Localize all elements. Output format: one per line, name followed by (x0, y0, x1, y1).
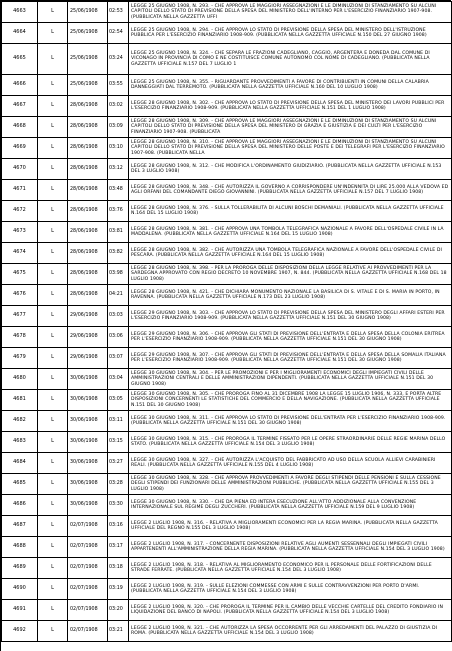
act-description: LEGGE 30 GIUGNO 1908, N. 304. - PER LE PROMOZIONI E PER I MIGLIORAMENTI ECONOMICI DEGLI IMPIEGATI CIVILI DELLE AMMINISTRAZIONI CENTRALI E DELLE AMMINISTRAZIONI DIPENDENTI. (PUBBLICATA NELLA GAZZETTA UFFICIALE N.151 DEL 30 GIUGNO 1908) (129, 369, 452, 390)
act-type: L (38, 327, 68, 348)
act-description: LEGGE 28 GIUGNO 1908, N. 312. - CHE MODIFICA L'ORDINAMENTO GIUDIZIARIO. (PUBBLICATA NELLA GAZZETTA UFFICIALE N.153 DEL 3 LUGLIO 1908) (129, 159, 452, 180)
table-row (2, 621, 452, 642)
act-type: L (38, 495, 68, 516)
record-number: 4671 (2, 180, 38, 201)
act-code: 03:98 (108, 264, 129, 285)
act-code: 03:03 (108, 306, 129, 327)
act-description: LEGGE 2 LUGLIO 1908, N. 317. - CONCERNENTE DISPOSIZIONI RELATIVE AGLI AUMENTI SESSENNALI DEGLI IMPIEGATI CIVILI APPARTENENTI ALL'AMMINISTRAZIONE DELLA REGIA MARINA. (PUBBLICATA NELLA GAZZETTA UFFICIALE N.154 DEL 3 LUGLIO 1908) (129, 537, 452, 558)
act-description: LEGGE 28 GIUGNO 1908, N. 381. - CHE APPROVA UNA TOMBOLA TELEGRAFICA NAZIONALE A FAVORE DELL'OSPEDALE CIVILE IN LA MADDALENA. (PUBBLICATA NELLA GAZZETTA UFFICIALE N.164 DEL 15 LUGLIO 1908) (129, 222, 452, 243)
record-number: 4673 (2, 222, 38, 243)
record-number: 4691 (2, 600, 38, 621)
record-number: 4681 (2, 390, 38, 411)
act-description: LEGGE 25 GIUGNO 1908, N. 324. - CHE SEPARA LE FRAZIONI CADEGLIANO, CAGGIO, ARGENTERA E DONEDA DAL COMUNE DI VICONAGO IN PROVINCIA DI COMO E NE COSTITUISCE COMUNE AUTONOMO COL NOME DI CADEGLIANO. (PUBBLICATA NELLA GAZZETTA UFFICIALE N.157 DEL 7 LUGLIO 1 (129, 44, 452, 75)
act-type: L (38, 44, 68, 75)
act-type: L (38, 558, 68, 579)
record-number: 4672 (2, 201, 38, 222)
record-number: 4682 (2, 411, 38, 432)
act-date: 30/06/1908 (68, 369, 108, 390)
act-date: 02/07/1908 (68, 621, 108, 642)
act-type: L (38, 579, 68, 600)
act-type: L (38, 75, 68, 96)
table-row (2, 474, 452, 495)
act-type: L (38, 516, 68, 537)
act-date: 29/06/1908 (68, 327, 108, 348)
act-date: 28/06/1908 (68, 222, 108, 243)
act-type: L (38, 306, 68, 327)
act-code: 02:53 (108, 2, 129, 23)
act-code: 03:15 (108, 432, 129, 453)
act-type: L (38, 285, 68, 306)
act-description: LEGGE 28 GIUGNO 1908, N. 310. - CHE APPROVA LE MAGGIORI ASSEGNAZIONI E LE DIMINUZIONI DI STANZIAMENTO SU ALCUNI CAPITOLI DELLO STATO DI PREVISIONE DELLA SPESA DEL MINISTERO DELLE POSTE E DEI TELEGRAFI PER L'ESERCIZIO FINANZIARIO 1907-908. (PUBBLICATA NELLA (129, 138, 452, 159)
act-code: 03:06 (108, 327, 129, 348)
act-description: LEGGE 28 GIUGNO 1908, N. 382. - CHE AUTORIZZA UNA TOMBOLA TELEGRAFICA NAZIONALE A FAVORE DELL'OSPEDALE CIVILE DI PESCARA. (PUBBLICATA NELLA GAZZETTA UFFICIALE N.164 DEL 15 LUGLIO 1908) (129, 243, 452, 264)
act-description: LEGGE 2 LUGLIO 1908, N. 320. - CHE PROROGA IL TERMINE PER IL CAMBIO DELLE VECCHIE CARTELLE DEL CREDITO FONDIARIO IN LIQUIDAZIONE DEL BANCO DI NAPOLI. (PUBBLICATA NELLA GAZZETTA UFFICIALE N.154 DEL 3 LUGLIO 1908) (129, 600, 452, 621)
act-type: L (38, 390, 68, 411)
register-body (2, 2, 452, 642)
act-code: 03:11 (108, 411, 129, 432)
act-description: LEGGE 29 GIUGNO 1908, N. 307. - CHE APPROVA GLI STATI DI PREVISIONE DELL'ENTRATA E DELLA SPESA DELLA SOMALIA ITALIANA PER L'ESERCIZIO FINANZIARIO 1908-909. (PUBBLICATA NELLA GAZZETTA UFFICIALE N.151 DEL 30 GIUGNO 1908) (129, 348, 452, 369)
act-code: 03:18 (108, 558, 129, 579)
act-date: 28/06/1908 (68, 180, 108, 201)
table-row (2, 600, 452, 621)
act-description: LEGGE 28 GIUGNO 1908, N. 398. - PER LA PROROGA DELLE DISPOSIZIONI DELLA LEGGE RELATIVE AI PROVVEDIMENTI PER LA SARDEGNA APPROVATO CON REGIO DECRETO 10 NOVEMBRE 1907, N. 844. (PUBBLICATA NELLA GAZZETTA UFFICIALE N.168 DEL 18 LUGLIO 1908) (129, 264, 452, 285)
act-type: L (38, 600, 68, 621)
act-type: L (38, 243, 68, 264)
act-date: 28/06/1908 (68, 264, 108, 285)
act-date: 30/06/1908 (68, 390, 108, 411)
act-type: L (38, 537, 68, 558)
table-row (2, 327, 452, 348)
act-code: 03:16 (108, 516, 129, 537)
act-code: 03:27 (108, 453, 129, 474)
act-type: L (38, 117, 68, 138)
act-code: 03:09 (108, 117, 129, 138)
record-number: 4684 (2, 453, 38, 474)
act-description: LEGGE 30 GIUGNO 1908, N. 305. - CHE PROROGA FINO AL 31 DICEMBRE 1908 LA LEGGE 15 LUGLIO 1906, N. 333, E PORTA ALTRE DISPOSIZIONI CONCERNENTI LE STATISTICHE DEL COMMERCIO E DELLA NAVIGAZIONE. (PUBBLICATA NELLA GAZZETTA UFFICIALE N.151 DEL 30 GIUGNO 1908) (129, 390, 452, 411)
act-code: 03:76 (108, 201, 129, 222)
act-code: 03:48 (108, 180, 129, 201)
act-code: 03:55 (108, 75, 129, 96)
act-date: 25/06/1908 (68, 23, 108, 44)
act-code: 03:19 (108, 579, 129, 600)
table-row (2, 306, 452, 327)
act-date: 25/06/1908 (68, 44, 108, 75)
act-code: 03:20 (108, 600, 129, 621)
record-number: 4669 (2, 138, 38, 159)
act-date: 28/06/1908 (68, 138, 108, 159)
act-date: 25/06/1908 (68, 2, 108, 23)
record-number: 4685 (2, 474, 38, 495)
act-code: 03:28 (108, 474, 129, 495)
act-description: LEGGE 30 GIUGNO 1908, N. 327. - CHE AUTORIZZA L'ACQUISTO DEL FABBRICATO AD USO DELLA SCUOLA ALLIEVI CARABINIERI REALI. (PUBBLICATA NELLA GAZZETTA UFFICIALE N.155 DEL 4 LUGLIO 1908) (129, 453, 452, 474)
act-type: L (38, 621, 68, 642)
table-row (2, 348, 452, 369)
act-description: LEGGE 28 GIUGNO 1908, N. 309. - CHE APPROVA LE MAGGIORI ASSEGNAZIONI E LE DIMINUZIONI DI STANZIAMENTO SU ALCUNI CAPITOLI DELLO STATO DI PREVISIONE DELLA SPESA DEL MINISTERO DI GRAZIA E GIUSTIZIA E DEI CULTI PER L'ESERCIZIO FINANZIARIO 1907-908. (PUBBLICATA (129, 117, 452, 138)
table-row (2, 201, 452, 222)
act-date: 02/07/1908 (68, 600, 108, 621)
act-date: 28/06/1908 (68, 159, 108, 180)
table-row (2, 390, 452, 411)
act-type: L (38, 411, 68, 432)
act-description: LEGGE 25 GIUGNO 1908, N. 294. - CHE APPROVA LO STATO DI PREVISIONE DELLA SPESA DEL MINISTERO DELL'ISTRUZIONE PUBBLICA PER L'ESERCIZIO FINANZIARIO 1908-909. (PUBBLICATA NELLA GAZZETTA UFFICIALE N.150 DEL 27 GIUGNO 1908) (129, 23, 452, 44)
table-row (2, 243, 452, 264)
act-code: 03:21 (108, 621, 129, 642)
record-number: 4663 (2, 2, 38, 23)
act-date: 28/06/1908 (68, 243, 108, 264)
act-description: LEGGE 2 LUGLIO 1908, N. 319. - SULLE ELEZIONI COMMESSE CON ARMI E SULLE CONTRAVVENZIONI PER PORTO D'ARMI. (PUBBLICATA NELLA GAZZETTA UFFICIALE N.154 DEL 3 LUGLIO 1908) (129, 579, 452, 600)
act-date: 28/06/1908 (68, 285, 108, 306)
record-number: 4677 (2, 306, 38, 327)
act-date: 02/07/1908 (68, 558, 108, 579)
table-row (2, 44, 452, 75)
table-row (2, 159, 452, 180)
record-number: 4679 (2, 348, 38, 369)
act-date: 30/06/1908 (68, 474, 108, 495)
act-description: LEGGE 2 LUGLIO 1908, N. 318. - RELATIVA AL MIGLIORAMENTO ECONOMICO PER IL PERSONALE DELLE FORTIFICAZIONI DELLE STRADE FERRATE. (PUBBLICATA NELLA GAZZETTA UFFICIALE N.154 DEL 3 LUGLIO 1908) (129, 558, 452, 579)
act-code: 03:07 (108, 348, 129, 369)
act-description: LEGGE 29 GIUGNO 1908, N. 306. - CHE APPROVA GLI STATI DI PREVISIONE DELL'ENTRATA E DELLA SPESA DELLA COLONIA ERITREA PER L'ESERCIZIO FINANZIARIO 1908-909. (PUBBLICATA NELLA GAZZETTA UFFICIALE N.151 DEL 30 GIUGNO 1908) (129, 327, 452, 348)
record-number: 4683 (2, 432, 38, 453)
act-code: 03:30 (108, 495, 129, 516)
act-code: 03:81 (108, 222, 129, 243)
act-code: 02:54 (108, 23, 129, 44)
act-description: LEGGE 30 GIUGNO 1908, N. 311. - CHE APPROVA LO STATO DI PREVISIONE DELL'ENTRATA PER L'ESERCIZIO FINANZIARIO 1908-909. (PUBBLICATA NELLA GAZZETTA UFFICIALE N.151 DEL 30 GIUGNO 1908) (129, 411, 452, 432)
act-description: LEGGE 28 GIUGNO 1908, N. 348. - CHE AUTORIZZA IL GOVERNO A CORRISPONDERE UN'INDENNITA DI LIRE 25.000 ALLA VEDOVA ED AGLI ORFANI DEL COMANDANTE DIEGO GIOVANNINI. (PUBBLICATA NELLA GAZZETTA UFFICIALE N.157 DEL 7 LUGLIO 1908) (129, 180, 452, 201)
act-date: 02/07/1908 (68, 516, 108, 537)
table-row (2, 138, 452, 159)
table-row (2, 411, 452, 432)
act-date: 02/07/1908 (68, 579, 108, 600)
table-row (2, 558, 452, 579)
act-type: L (38, 201, 68, 222)
act-description: LEGGE 30 GIUGNO 1908, N. 328. - CHE APPROVA PROVVEDIMENTI A FAVORE DEGLI STIPENDI DELLE PENSIONI E SULLA CESSIONE DEGLI STIPENDI DEI FUNZIONARI DELLE AMMINISTRAZIONI PUBBLICHE. (PUBBLICATA NELLA GAZZETTA UFFICIALE N.155 DEL 3 LUGLIO 1908) (129, 474, 452, 495)
act-code: 03:24 (108, 44, 129, 75)
table-row (2, 117, 452, 138)
act-type: L (38, 180, 68, 201)
act-description: LEGGE 25 GIUGNO 1908, N. 355. - RIGUARDANTE PROVVEDIMENTI A FAVORE DI CONTRIBUENTI IN COMUNI DELLA CALABRIA DANNEGGIATI DAL TERREMOTO. (PUBBLICATA NELLA GAZZETTA UFFICIALE N.160 DEL 10 LUGLIO 1908) (129, 75, 452, 96)
act-date: 25/06/1908 (68, 75, 108, 96)
table-row (2, 453, 452, 474)
act-code: 03:10 (108, 138, 129, 159)
table-row (2, 222, 452, 243)
act-type: L (38, 369, 68, 390)
table-row (2, 96, 452, 117)
act-date: 28/06/1908 (68, 201, 108, 222)
table-row (2, 516, 452, 537)
act-type: L (38, 432, 68, 453)
record-number: 4675 (2, 264, 38, 285)
act-description: LEGGE 28 GIUGNO 1908, N. 376. - SULLA TOLLERABILITA DI ALCUNI BOSCHI DEMANIALI. (PUBBLICATA NELLA GAZZETTA UFFICIALE N.164 DEL 15 LUGLIO 1908) (129, 201, 452, 222)
act-code: 03:04 (108, 369, 129, 390)
act-type: L (38, 264, 68, 285)
act-description: LEGGE 30 GIUGNO 1908, N. 315. - CHE PROROGA IL TERMINE FISSATO PER LE OPERE STRAORDINARIE DELLE REGIE MARINA DELLO STATO. (PUBBLICATA NELLA GAZZETTA UFFICIALE N.154 DEL 3 LUGLIO 1908) (129, 432, 452, 453)
record-number: 4689 (2, 558, 38, 579)
table-row (2, 180, 452, 201)
act-description: LEGGE 28 GIUGNO 1908, N. 302. - CHE APPROVA LO STATO DI PREVISIONE DELLA SPESA DEL MINISTERO DEI LAVORI PUBBLICI PER L'ESERCIZIO FINANZIARIO 1908-909. (PUBBLICATA NELLA GAZZETTA UFFICIALE N.151 DEL 1 LUGLIO 1908) (129, 96, 452, 117)
record-number: 4687 (2, 516, 38, 537)
act-date: 30/06/1908 (68, 495, 108, 516)
act-date: 29/06/1908 (68, 306, 108, 327)
table-row (2, 285, 452, 306)
table-row (2, 2, 452, 23)
table-row (2, 537, 452, 558)
act-type: L (38, 138, 68, 159)
act-date: 28/06/1908 (68, 117, 108, 138)
record-number: 4692 (2, 621, 38, 642)
table-row (2, 264, 452, 285)
act-date: 30/06/1908 (68, 432, 108, 453)
table-row (2, 495, 452, 516)
act-description: LEGGE 29 GIUGNO 1908, N. 303. - CHE APPROVA LO STATO DI PREVISIONE DELLA SPESA DEL MINISTERO DEGLI AFFARI ESTERI PER L'ESERCIZIO FINANZIARIO 1908-909. (PUBBLICATA NELLA GAZZETTA UFFICIALE N.151 DEL 30 GIUGNO 1908) (129, 306, 452, 327)
record-number: 4680 (2, 369, 38, 390)
record-number: 4688 (2, 537, 38, 558)
act-code: 03:05 (108, 390, 129, 411)
record-number: 4666 (2, 75, 38, 96)
act-code: 03:12 (108, 159, 129, 180)
record-number: 4667 (2, 96, 38, 117)
act-description: LEGGE 2 LUGLIO 1908, N. 316. - RELATIVA A MIGLIORAMENTI ECONOMICI PER LA REGIA MARINA. (PUBBLICATA NELLA GAZZETTA UFFICIALE DEL REGNO N.155 DEL 3 LUGLIO 1908) (129, 516, 452, 537)
record-number: 4674 (2, 243, 38, 264)
act-description: LEGGE 2 LUGLIO 1908, N. 321. - CHE AUTORIZZA LA SPESA OCCORRENTE PER GLI ARREDAMENTI DEL PALAZZO DI GIUSTIZIA DI ROMA. (PUBBLICATA NELLA GAZZETTA UFFICIALE N.154 DEL 3 LUGLIO 1908) (129, 621, 452, 642)
act-description: LEGGE 30 GIUGNO 1908, N. 330. - CHE DA PIENA ED INTERA ESECUZIONE ALL'ATTO ADDIZIONALE ALLA CONVENZIONE INTERNAZIONALE SUL REGIME DEGLI ZUCCHERI. (PUBBLICATA NELLA GAZZETTA UFFICIALE N.159 DEL 9 LUGLIO 1908) (129, 495, 452, 516)
act-code: 03:02 (108, 96, 129, 117)
act-date: 02/07/1908 (68, 537, 108, 558)
act-code: 03:82 (108, 243, 129, 264)
act-description: LEGGE 25 GIUGNO 1908, N. 293. - CHE APPROVA LE MAGGIORI ASSEGNAZIONI E LE DIMINUZIONI DI STANZIAMENTO SU ALCUNI CAPITOLI DELLO STATO DI PREVISIONE DELLA SPESA DEL MINISTERO DELL'INTERNO PER L'ESERCIZIO FINANZIARIO 1907-908. (PUBBLICATA NELLA GAZZETTA UFFI (129, 2, 452, 23)
act-code: 03:17 (108, 537, 129, 558)
record-number: 4664 (2, 23, 38, 44)
act-type: L (38, 159, 68, 180)
act-date: 30/06/1908 (68, 411, 108, 432)
record-number: 4676 (2, 285, 38, 306)
act-date: 30/06/1908 (68, 453, 108, 474)
act-type: L (38, 96, 68, 117)
record-number: 4686 (2, 495, 38, 516)
act-description: LEGGE 28 GIUGNO 1908, N. 421. - CHE DICHIARA MONUMENTO NAZIONALE LA BASILICA DI S. VITALE E DI S. MARIA IN PORTO, IN RAVENNA. (PUBBLICATA NELLA GAZZETTA UFFICIALE N.173 DEL 23 LUGLIO 1908) (129, 285, 452, 306)
record-number: 4670 (2, 159, 38, 180)
table-row (2, 75, 452, 96)
laws-register-table (1, 1, 452, 642)
table-row (2, 579, 452, 600)
act-date: 28/06/1908 (68, 96, 108, 117)
act-date: 29/06/1908 (68, 348, 108, 369)
record-number: 4678 (2, 327, 38, 348)
act-type: L (38, 2, 68, 23)
act-type: L (38, 453, 68, 474)
act-type: L (38, 474, 68, 495)
record-number: 4690 (2, 579, 38, 600)
record-number: 4665 (2, 44, 38, 75)
table-row (2, 432, 452, 453)
act-code: 04:21 (108, 285, 129, 306)
table-row (2, 369, 452, 390)
table-row (2, 23, 452, 44)
act-type: L (38, 23, 68, 44)
record-number: 4668 (2, 117, 38, 138)
act-type: L (38, 222, 68, 243)
act-type: L (38, 348, 68, 369)
